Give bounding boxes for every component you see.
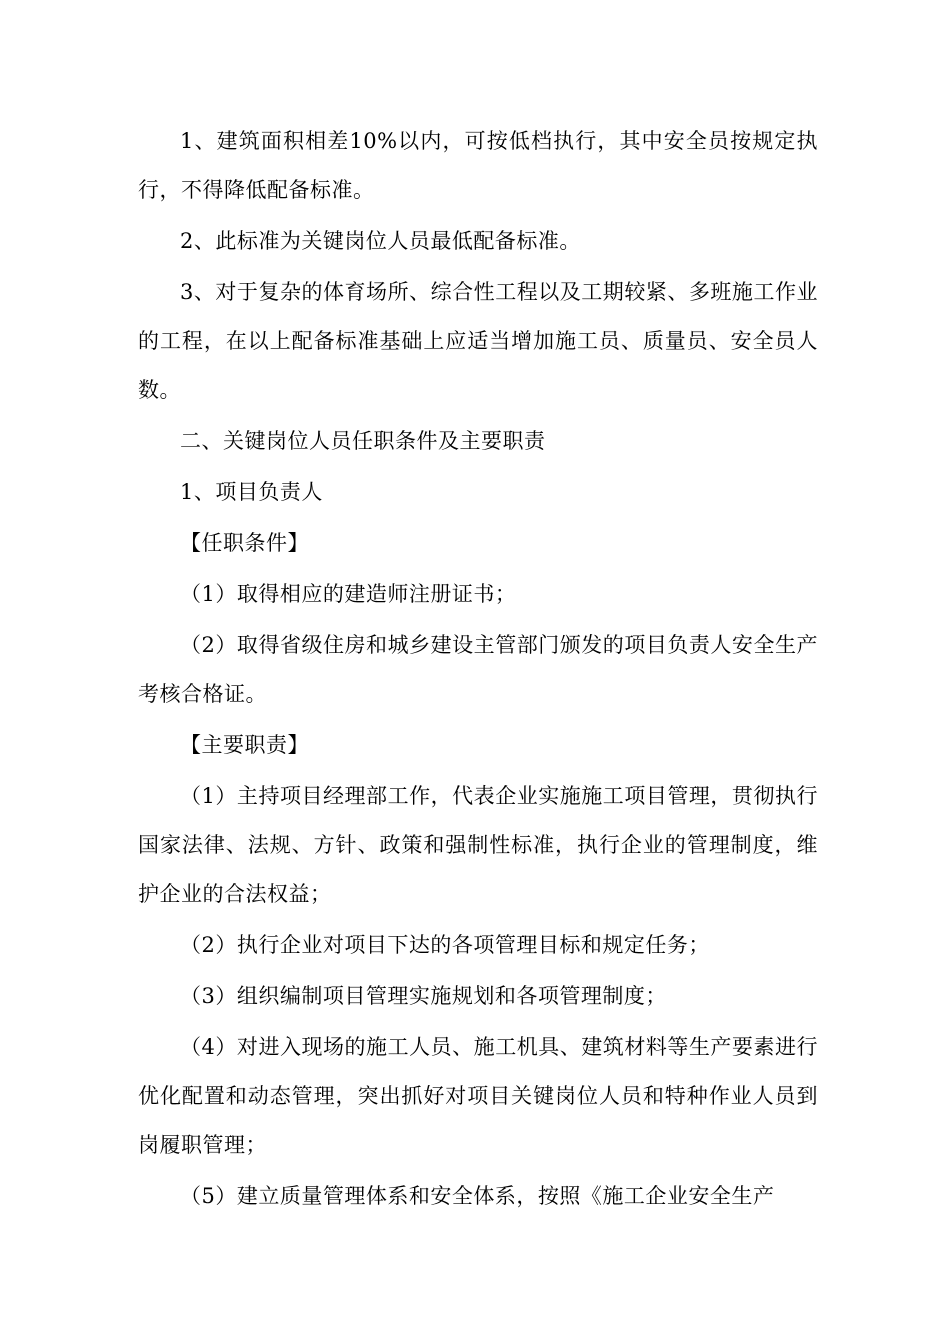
subsection-heading-project-leader: 1、项目负责人: [180, 480, 323, 504]
list-item-duty-2: （2）执行企业对项目下达的各项管理目标和规定任务；: [180, 933, 710, 957]
list-item-duty-3: （3）组织编制项目管理实施规划和各项管理制度；: [180, 984, 667, 1008]
paragraph-area-tolerance: 1、建筑面积相差10%以内，可按低档执行，其中安全员按规定执行，不得降低配备标准。: [138, 129, 818, 202]
list-item-qualification-1: （1）取得相应的建造师注册证书；: [180, 582, 517, 606]
paragraph-minimum-standard: 2、此标准为关键岗位人员最低配备标准。: [180, 229, 581, 253]
list-item-duty-1: （1）主持项目经理部工作，代表企业实施施工项目管理，贯彻执行国家法律、法规、方针、政策和强制性标准，执行企业的管理制度，维护企业的合法权益；: [138, 784, 818, 906]
list-item-qualification-2: （2）取得省级住房和城乡建设主管部门颁发的项目负责人安全生产考核合格证。: [138, 633, 818, 706]
list-item-duty-5: （5）建立质量管理体系和安全体系，按照《施工企业安全生产: [180, 1184, 775, 1208]
section-heading-key-positions: 二、关键岗位人员任职条件及主要职责: [180, 429, 546, 453]
paragraph-complex-projects: 3、对于复杂的体育场所、综合性工程以及工期较紧、多班施工作业的工程，在以上配备标准基础上应适当增加施工员、质量员、安全员人数。: [138, 280, 818, 402]
label-qualifications: 【任职条件】: [180, 531, 309, 555]
label-main-duties: 【主要职责】: [180, 733, 309, 757]
list-item-duty-4: （4）对进入现场的施工人员、施工机具、建筑材料等生产要素进行优化配置和动态管理，突出抓好对项目关键岗位人员和特种作业人员到岗履职管理；: [138, 1035, 818, 1157]
document-body: [138, 117, 818, 1223]
